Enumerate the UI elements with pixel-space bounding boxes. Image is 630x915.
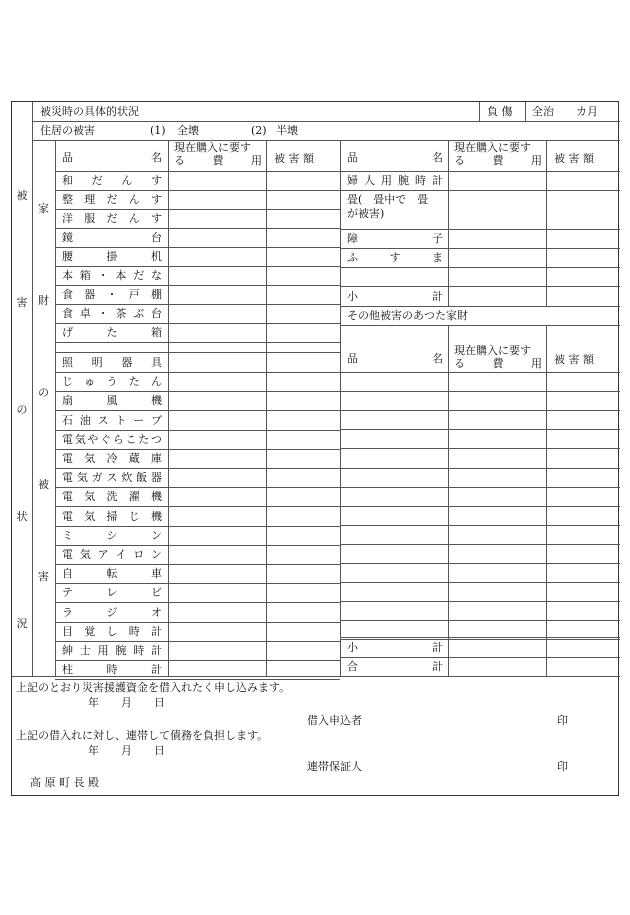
outer-side-char: 状 [16,509,28,523]
divider [525,102,526,121]
applicant-label: 借入申込者 [307,714,362,727]
grand-total: 合 計 [347,660,443,673]
col-header-cost-1: 現在購入に要す [174,141,251,154]
left-item-row: 柱 時 計 [62,663,162,677]
apply-statement: 上記のとおり災害援護資金を借入れたく申し込みます。 [16,681,291,694]
left-item-row: ラ ジ オ [62,605,162,619]
injury-label: 負 傷 [487,105,513,118]
rule [340,468,620,469]
inner-side-label [32,162,55,622]
left-item-row: テ レ ビ [62,586,162,600]
rule [340,448,620,449]
apply-date[interactable]: 年 月 日 [88,696,165,709]
rule [340,325,620,326]
left-item-row: 扇 風 機 [62,394,162,408]
rule [32,121,620,122]
outer-side-char: の [16,402,28,416]
outer-side-char: 況 [16,616,28,630]
guarantor-date[interactable]: 年 月 日 [88,744,165,757]
right-item-row: 婦 人 用 腕 時 計 [347,174,443,187]
left-item-row: 洋 服 だ ん す [62,212,162,225]
rule [340,601,620,602]
left-item-row: 石 油 ス ト ー ブ [62,413,162,427]
guarantor-seal: 印 [557,760,568,773]
subtotal-other: 小 計 [347,641,443,654]
rule [340,563,620,564]
applicant-seal: 印 [557,714,568,727]
left-item-row: 電 気 や ぐ ら こ た つ [62,432,162,446]
rule [340,229,620,230]
guarantor-statement: 上記の借入れに対し、連帯して債務を負担します。 [16,729,269,742]
inner-side-char: 被 [38,478,49,491]
col-divider [168,140,169,676]
rule [340,190,620,191]
col-divider [546,140,547,306]
loan-application-form [11,101,619,796]
rule [340,544,620,545]
rule [340,429,620,430]
dwelling-opt2-num: (2) [251,124,267,137]
rule [32,140,620,141]
rule [340,372,620,373]
left-item-row: 目 覚 し 時 計 [62,624,162,638]
dwelling-opt1-num: (1) [150,124,166,137]
col-divider [448,325,449,676]
inner-side-char: 害 [38,570,49,583]
rule [340,410,620,411]
inner-side-char: 家 [38,202,49,215]
left-item-row: 電 気 掃 じ 機 [62,509,162,523]
left-item-row: 腰 掛 机 [62,250,162,263]
rule [340,391,620,392]
col-divider [448,140,449,306]
dwelling-option-total[interactable]: 全壊 [177,124,199,137]
inner-side-char: の [38,386,49,399]
left-item-row: 紳 士 用 腕 時 計 [62,643,162,657]
left-item-row: 照 明 器 具 [62,355,162,369]
col-header-cost-other-1: 現在購入に要す [454,344,531,357]
col-header-damage: 被 害 額 [274,152,314,165]
left-item-row: じ ゅ う た ん [62,375,162,389]
guarantor-label: 連帯保証人 [307,760,362,773]
injury-value[interactable]: 全治 カ月 [532,105,598,118]
left-item-row: 食 器 ・ 戸 棚 [62,288,162,301]
right-item-row: 障 子 [347,232,443,245]
left-item-row: 電 気 ガ ス 炊 飯 器 [62,471,162,485]
col-header-item-other: 品 名 [347,352,443,365]
inner-label-divider [55,140,56,676]
tatami-label-1: 畳( 畳中で 畳 [347,193,429,206]
outer-side-char: 被 [16,189,28,203]
situation-label: 被災時の具体的状況 [40,105,139,118]
left-item-row: 電 気 洗 濯 機 [62,490,162,504]
left-item-row: 和 だ ん す [62,174,162,187]
dwelling-option-half[interactable]: 半壊 [276,124,298,137]
rule [340,506,620,507]
col-header-cost-other-2: る 費 用 [454,357,542,370]
col-header-cost-2: る 費 用 [174,154,262,167]
left-item-row: 鏡 台 [62,231,162,244]
addressee: 高 原 町 長 殿 [30,776,99,789]
left-item-row: 電 気 冷 蔵 庫 [62,451,162,465]
rule [55,352,340,353]
col-divider [546,325,547,676]
left-item-row: 電 気 ア イ ロ ン [62,547,162,561]
left-item-row: 食 卓 ・ 茶 ぶ 台 [62,307,162,320]
col-header-cost-right-1: 現在購入に要す [454,141,531,154]
left-item-row: 本 箱 ・ 本 だ な [62,269,162,282]
outer-side-label [12,142,32,676]
rule [55,342,340,343]
col-divider [340,140,341,676]
col-header-item-right: 品 名 [347,151,443,164]
left-item-row: 自 転 車 [62,567,162,581]
left-item-row: ミ シ ン [62,528,162,542]
other-section-title: その他被害のあつた家財 [347,309,468,322]
outer-side-char: 害 [16,296,28,310]
divider [479,102,480,121]
rule [340,525,620,526]
rule [340,487,620,488]
rule [340,582,620,583]
dwelling-label: 住居の被害 [40,124,95,137]
inner-side-char: 財 [38,294,49,307]
rule [340,267,620,268]
col-header-cost-right-2: る 費 用 [454,154,542,167]
col-header-item: 品 名 [62,151,162,164]
rule [340,248,620,249]
tatami-label-2: が被害) [347,207,385,220]
col-header-damage-other: 被 害 額 [554,353,594,366]
left-item-row: 整 理 だ ん す [62,193,162,206]
subtotal-upper: 小 計 [347,290,443,303]
rule [340,620,620,621]
right-item-row: ふ す ま [347,251,443,264]
left-item-row: げ た 箱 [62,326,162,339]
col-divider [266,140,267,676]
col-header-damage-right: 被 害 額 [554,152,594,165]
